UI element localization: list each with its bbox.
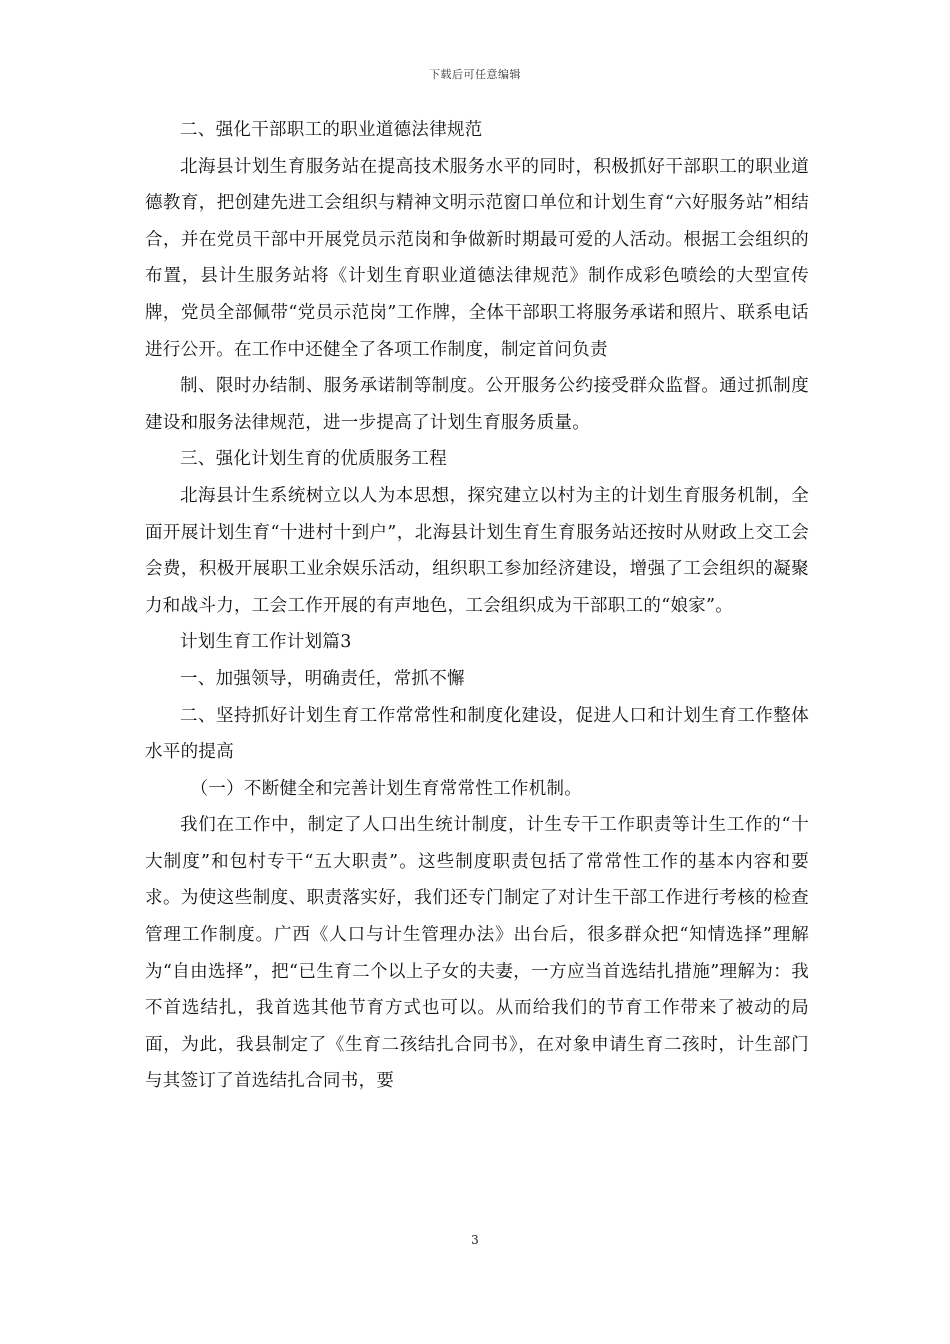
section-heading-3: 三、强化计划生育的优质服务工程 — [180, 449, 447, 470]
paragraph: 北海县计划生育服务站在提高技术服务水平的同时，积极抓好干部职工的职业道德教育，把创建先进工会组织与精神文明示范窗口单位和计划生育“六好服务站”相结合，并在党员干部中开展党员示范岗和争做新时期最可爱的人活动。根据工会组织的布置，县计生服务站将《计划生育职业道德法律规范》制作成彩色喷绘的大型宣传牌，党员全部佩带“党员示范岗”工作牌，全体干部职工将服务承诺和照片、联系电话进行公开。在工作中还健全了各项工作制度，制定首问负责 — [145, 156, 809, 360]
paragraph: 制、限时办结制、服务承诺制等制度。公开服务公约接受群众监督。通过抓制度建设和服务法律规范，进一步提高了计划生育服务质量。 — [145, 376, 809, 433]
page-number: 3 — [471, 1233, 479, 1247]
document-body — [145, 112, 809, 1100]
section-heading-1: 一、加强领导，明确责任，常抓不懈 — [180, 668, 465, 689]
paragraph: 我们在工作中，制定了人口出生统计制度，计生专干工作职责等计生工作的“十大制度”和包村专干“五大职责”。这些制度职责包括了常常性工作的基本内容和要求。为使这些制度、职责落实好，我们还专门制定了对计生干部工作进行考核的检查管理工作制度。广西《人口与计生管理办法》出台后，很多群众把“知情选择”理解为“自由选择”，把“已生育二个以上子女的夫妻，一方应当首选结扎措施”理解为：我不首选结扎，我首选其他节育方式也可以。从而给我们的节育工作带来了被动的局面，为此，我县制定了《生育二孩结扎合同书》，在对象申请生育二孩时，计生部门与其签订了首选结扎合同书，要 — [145, 815, 809, 1092]
page-header: 下载后可任意编辑 — [429, 68, 521, 81]
section-heading-2b: 二、坚持抓好计划生育工作常常性和制度化建设，促进人口和计划生育工作整体水平的提高 — [145, 705, 809, 763]
section-heading-2: 二、强化干部职工的职业道德法律规范 — [180, 120, 483, 140]
subsection-heading: （一）不断健全和完善计划生育常常性工作机制。 — [190, 778, 583, 799]
article-title: 计划生育工作计划篇3 — [180, 632, 352, 653]
paragraph: 北海县计生系统树立以人为本思想，探究建立以村为主的计划生育服务机制，全面开展计划生育“十进村十到户”，北海县计划生育生育服务站还按时从财政上交工会会费，积极开展职工业余娱乐活动，组织职工参加经济建设，增强了工会组织的凝聚力和战斗力，工会工作开展的有声地色，工会组织成为干部职工的“娘家”。 — [145, 485, 809, 616]
